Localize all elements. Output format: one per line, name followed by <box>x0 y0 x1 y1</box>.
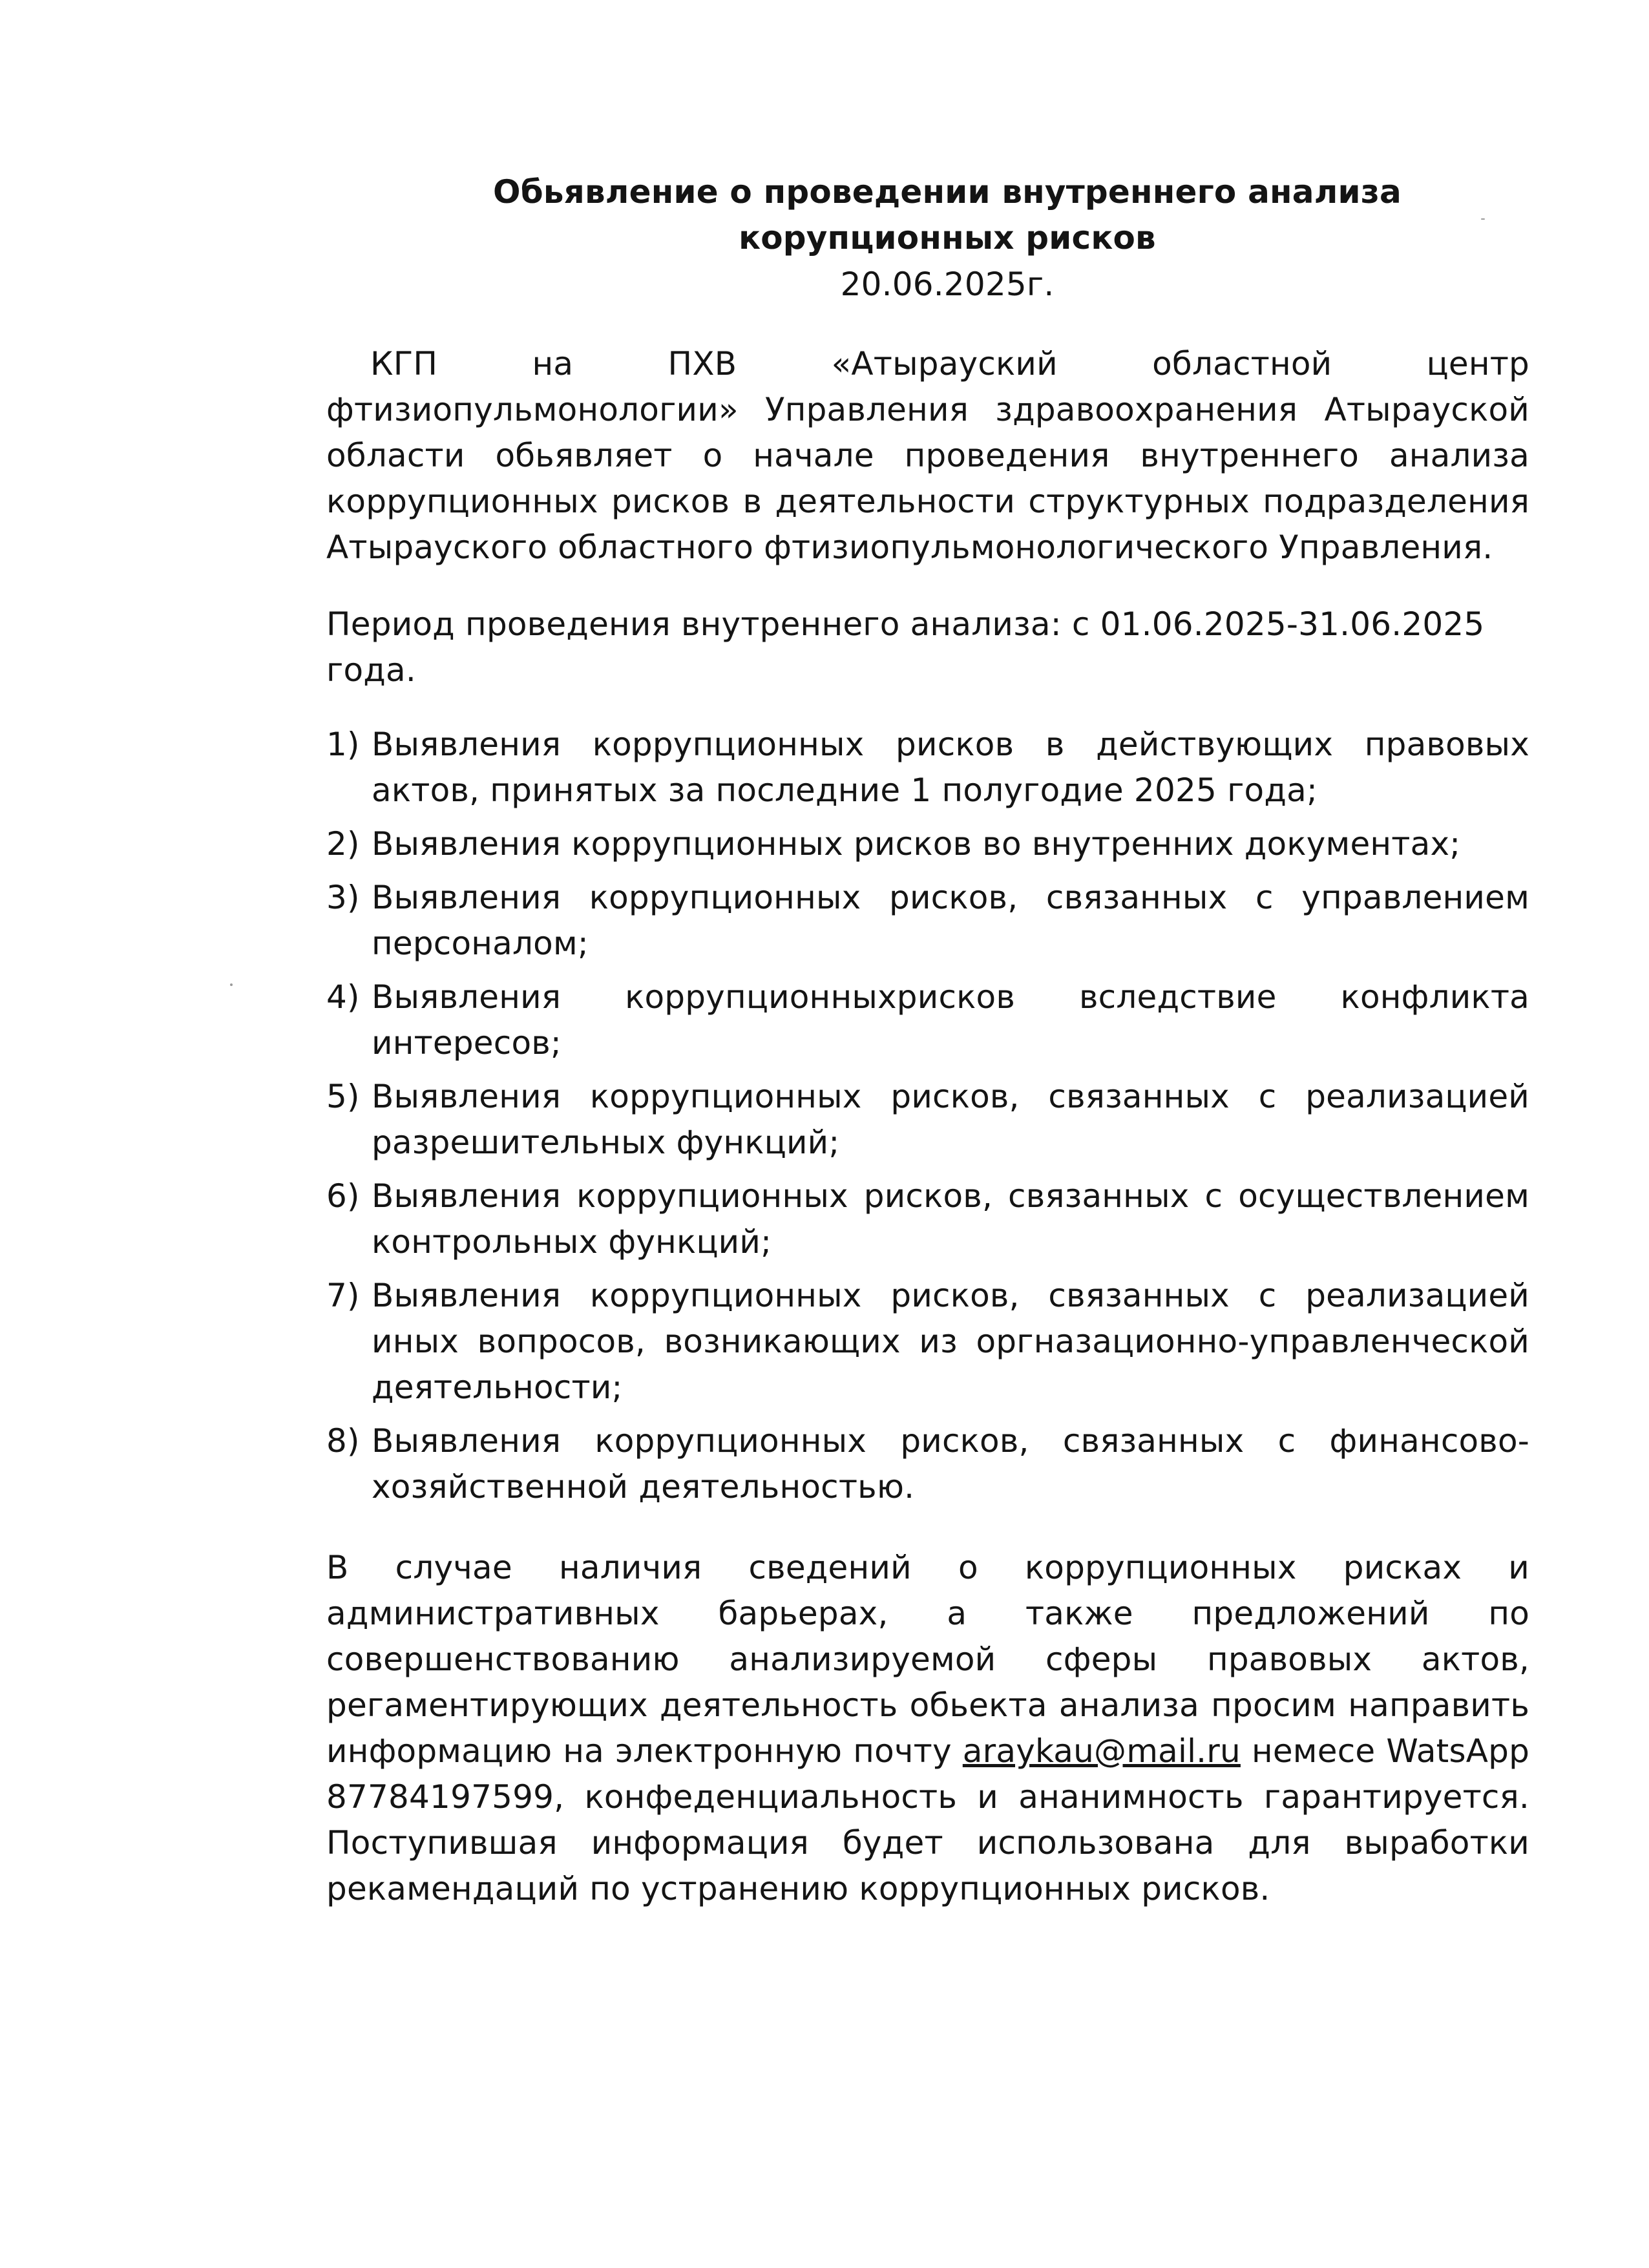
closing-text-continued: немесе WatsApp 87784197599, конфеденциальность и ананимность гарантируется. Поступившая информация будет использована для выработки рекамендаций по устранению коррупционных рисков. <box>326 1732 1530 1907</box>
scan-speck <box>1481 218 1485 220</box>
list-item-number: 4) <box>326 978 360 1016</box>
scan-speck <box>230 983 233 986</box>
list-item <box>326 1074 1529 1166</box>
list-item <box>326 1173 1529 1265</box>
list-item <box>326 821 1529 867</box>
list-item-number: 7) <box>326 1277 360 1314</box>
list-item-text: Выявления коррупционных рисков, связанных с финансово-хозяйственной деятельностью. <box>372 1422 1529 1506</box>
list-item-text: Выявления коррупционных рисков во внутренних документах; <box>372 825 1461 863</box>
list-item-text: Выявления коррупционных рисков, связанных с осуществлением контрольных функций; <box>372 1177 1529 1261</box>
list-item-number: 6) <box>326 1177 360 1215</box>
risk-list <box>326 722 1529 1510</box>
list-item <box>326 1418 1529 1510</box>
list-item-text: Выявления коррупционных рисков, связанных с реализацией разрешительных функций; <box>372 1078 1529 1161</box>
list-item-number: 8) <box>326 1422 360 1460</box>
list-item-text: Выявления коррупционныхрисков вследствие конфликта интересов; <box>372 978 1529 1062</box>
list-item <box>326 875 1529 967</box>
document-date: 20.06.2025г. <box>840 266 1055 303</box>
closing-text: В случае наличия сведений о коррупционных рисках и административных барьерах, а также предложений по совершенствованию анализируемой сферы правовых актов, регаментирующих деятельность обьекта анализа просим направить информацию на электронную почту <box>326 1549 1529 1770</box>
list-item-text: Выявления коррупционных рисков, связанных с реализацией иных вопросов, возникающих из оргназационно-управленческой деятельности; <box>372 1277 1529 1406</box>
closing-paragraph <box>326 1545 1529 1912</box>
list-item-number: 5) <box>326 1078 360 1115</box>
list-item <box>326 974 1529 1066</box>
intro-paragraph: КГП на ПХВ «Атырауский областной центр фтизиопульмонологии» Управления здравоохранения Атырауской области обьявляет о начале проведения внутреннего анализа коррупционных рисков в деятельности структурных подразделения Атырауского областного фтизиопульмонологического Управления. <box>326 345 1529 566</box>
list-item-text: Выявления коррупционных рисков в действующих правовых актов, принятых за последние 1 полугодие 2025 года; <box>372 726 1529 809</box>
list-item-number: 3) <box>326 879 360 916</box>
document-title: Обьявление о проведении внутреннего анализа корупционных рисков <box>493 173 1402 257</box>
analysis-period: Период проведения внутреннего анализа: с 01.06.2025-31.06.2025 года. <box>326 605 1485 689</box>
list-item-number: 2) <box>326 825 360 863</box>
list-item <box>326 722 1529 814</box>
document-body <box>326 169 1529 1912</box>
list-item-number: 1) <box>326 726 360 763</box>
list-item <box>326 1273 1529 1411</box>
email-link[interactable]: araykau@mail.ru <box>962 1732 1241 1770</box>
list-item-text: Выявления коррупционных рисков, связанных с управлением персоналом; <box>372 879 1529 962</box>
